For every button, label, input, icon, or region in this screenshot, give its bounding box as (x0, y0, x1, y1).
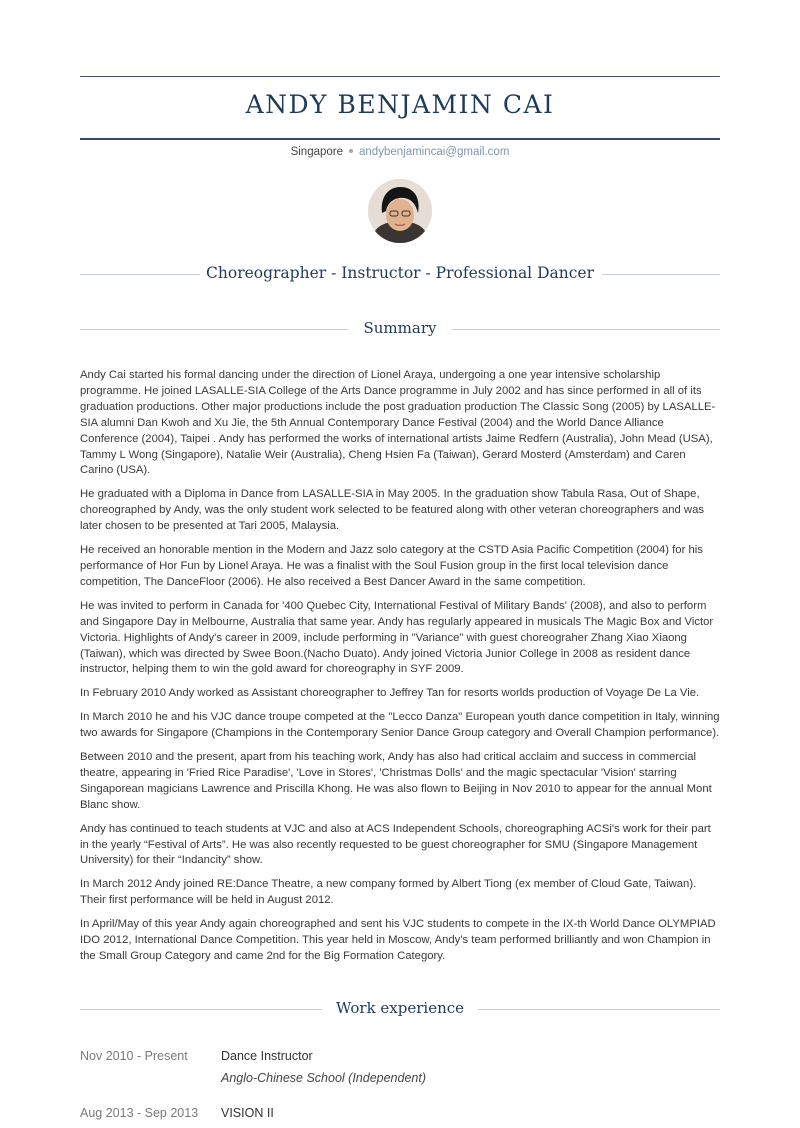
summary-paragraph: In March 2010 he and his VJC dance troupe competed at the "Lecco Danza" European youth dance competition in Italy, winning two awards for Singapore (Champions in the Contemporary Senior Dance Group category and Overall Champion performance). (80, 711, 720, 740)
summary-paragraph: He received an honorable mention in the Modern and Jazz solo category at the CSTD Asia Pacific Competition (2004) for his performance of Hor Fun by Lionel Araya. He was a finalist with the Soul Fusion group in the first local television dance competition, The DanceFloor (2006). He also received a Best Dancer Award in the same competition. (80, 544, 703, 588)
summary-paragraph: In April/May of this year Andy again choreographed and sent his VJC students to compete in the IX-th World Dance OLYMPIAD IDO 2012, International Dance Competition. This year held in Moscow, Andy's team performed brilliantly and won Champion in the Small Group Category and came 2nd for the Big Formation Category. (80, 918, 716, 962)
summary-heading: Summary (363, 319, 437, 337)
headline-row (80, 262, 720, 286)
summary-paragraph: In February 2010 Andy worked as Assistant choreographer to Jeffrey Tan for resorts worlds production of Voyage De La Vie. (80, 687, 700, 700)
contact-line (80, 146, 720, 158)
top-rule (80, 76, 720, 77)
summary-text (80, 368, 720, 973)
summary-paragraph: In March 2012 Andy joined RE:Dance Theatre, a new company formed by Albert Tiong (ex member of Cloud Gate, Taiwan). Their first performance will be held in August 2012. (80, 878, 697, 907)
location-text: Singapore (290, 146, 344, 158)
separator-dot-icon (349, 149, 353, 153)
work-company: Anglo-Chinese School (Independent) (221, 1071, 426, 1085)
work-dates: Aug 2013 - Sep 2013 (80, 1106, 199, 1120)
name-rule (80, 138, 720, 140)
work-title: VISION II (221, 1106, 274, 1120)
summary-heading-row (80, 317, 720, 341)
avatar-photo-icon (368, 179, 432, 243)
work-title: Dance Instructor (221, 1049, 313, 1063)
summary-paragraph: He was invited to perform in Canada for '400 Quebec City, International Festival of Military Bands' (2008), and also to perform and Singapore Day in Melbourne, Australia that same year. Andy has regularly appeared in musicals The Magic Box and Victor Victoria. Highlights of Andy's career in 2009, include performing in "Variance" with guest choreograher Zhang Xiao Xiaong (Taiwan), which was directed by Swee Boon.(Nacho Duato). Andy joined Victoria Junior College in 2008 as resident dance instructor, helping them to win the gold award for choreography in SYF 2009. (80, 599, 714, 676)
summary-paragraph: He graduated with a Diploma in Dance from LASALLE-SIA in May 2005. In the graduation show Tabula Rasa, Out of Shape, choreographed by Andy, was the only student work selected to be featured along with other veteran choreographers and was later chosen to be presented at Tari 2005, Malaysia. (80, 488, 705, 533)
work-heading: Work experience (335, 999, 465, 1017)
headline: Choreographer - Instructor - Professional Dancer (206, 264, 594, 282)
summary-paragraph: Between 2010 and the present, apart from his teaching work, Andy has also had critical acclaim and success in commercial theatre, appearing in 'Fried Rice Paradise', 'Love in Stores', 'Christmas Dolls' and the magic spectacular 'Vision' starring Singaporean magicians Lawrence and Priscilla Khong. He was also flown to Beijing in Nov 2010 to appear for the annual Mont Blanc show. (80, 751, 712, 811)
work-dates: Nov 2010 - Present (80, 1049, 188, 1063)
candidate-name: ANDY BENJAMIN CAI (245, 90, 555, 119)
summary-paragraph: Andy Cai started his formal dancing under the direction of Lionel Araya, undergoing a one year intensive scholarship programme. He joined LASALLE-SIA College of the Arts Dance programme in July 2002 and has since performed in all of its graduation productions. Other major productions include the post graduation production The Classic Song (2005) by LASALLE-SIA alumni Dan Kwoh and Xu Jie, the 5th Annual Contemporary Dance Festival (2004) and the World Dance Alliance Conference (2004), Taipei . Andy has performed the works of international artists Jaime Redfern (Australia), John Mead (USA), Tammy L Wong (Singapore), Natalie Weir (Australia), Cheng Hsien Fa (Taiwan), Gerard Mosterd (Amsterdam) and Caren Carino (USA). (80, 369, 716, 477)
work-heading-row (80, 997, 720, 1021)
summary-paragraph: Andy has continued to teach students at VJC and also at ACS Independent Schools, choreographing ACSi's work for their part in the yearly “Festival of Arts”. He was also recently requested to be guest choreographer for SMU (Singapore Management University) for their “Indancity” show. (80, 822, 711, 867)
email-link[interactable]: andybenjamincai@gmail.com (359, 146, 510, 158)
avatar (368, 179, 432, 243)
